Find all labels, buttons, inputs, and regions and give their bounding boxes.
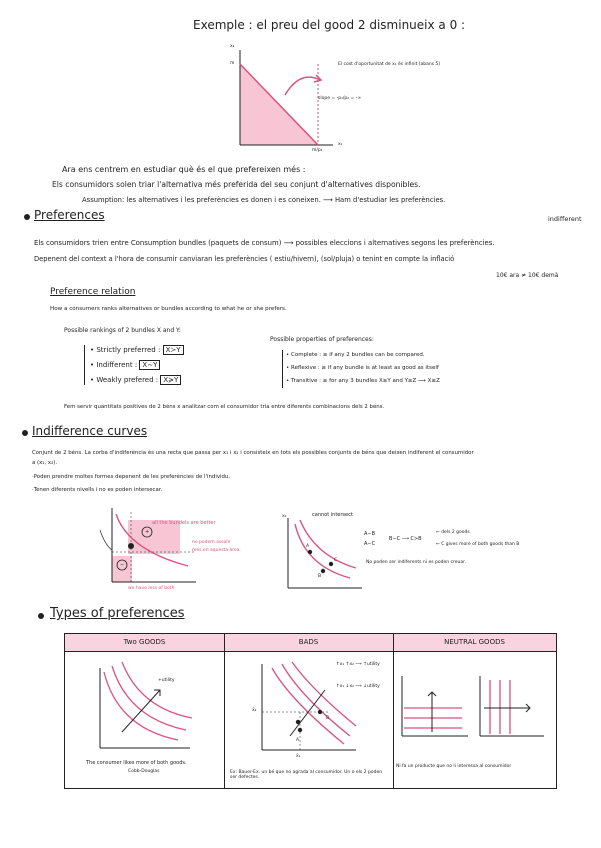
fig2-title: cannot intersect: [312, 512, 353, 518]
fig2-ylabel: x₂: [282, 514, 287, 519]
property-item: • Reflexive : ≥ if any bundle is at least as good as itself: [286, 365, 439, 371]
rankings-title: Possible rankings of 2 bundles X and Y:: [64, 327, 181, 334]
indifference-p2: ·Poden prendre moltes formes depenent de les preferències de l'individu.: [32, 474, 231, 480]
intro-assumption: Assumption: les alternatives i les preferències es donen i es coneixen. ⟶ Ham d'estudiar les preferències.: [82, 196, 446, 204]
bads-x-mark: x̄₁: [296, 754, 301, 759]
intro-side-label: indifferent: [548, 215, 582, 223]
point-b-label: B: [318, 574, 322, 579]
fig1-better: all the bundels are better: [152, 520, 216, 526]
example-x-intercept: m/p₁: [312, 148, 323, 153]
indifference-p1b: a (x₁, x₂).: [32, 460, 58, 466]
two-goods-caption: The consumer likes more of both goods.: [86, 760, 187, 766]
ranking-row: • Indifferent : X∼Y: [90, 361, 160, 369]
types-heading: Types of preferences: [50, 606, 185, 621]
fig2-logic2: A∼C: [364, 541, 376, 547]
point-c-label: C: [334, 558, 338, 563]
bads-label2: ↑x₁ ↓x₂ ⟶ ↓utility: [336, 684, 380, 689]
plus-icon: +: [145, 529, 150, 535]
intro-line1: Ara ens centrem en estudiar què és el que prefereixen més :: [62, 165, 306, 174]
fig1-note1: no podem assolir: [192, 540, 231, 545]
relation-desc: How a consumers ranks alternatives or bundles according to what he or she prefers.: [50, 306, 287, 312]
preferences-p2b: 10€ ara ≠ 10€ demà: [496, 272, 559, 279]
point-a-label: A: [296, 738, 300, 743]
properties-title: Possible properties of preferences:: [270, 336, 374, 343]
example-xlabel: x₁: [338, 142, 343, 147]
bads-caption: Ex: Bauer-Ex. un bé que no agrada al consumidor. Un o els 2 poden ser defectes.: [230, 770, 383, 781]
bads-y-mark: x̄₂: [252, 708, 257, 713]
property-item: • Transitive : ≥ for any 3 bundles X≥Y and Y≥Z ⟶ X≥Z: [286, 378, 440, 384]
neutral-caption: Ni fa un producte que no li interessa al consumidor: [396, 764, 512, 769]
fig2-note3: No poden ser indiferents ni es poden creuar.: [366, 560, 466, 565]
indifference-heading: Indifference curves: [32, 424, 148, 438]
preferences-heading: Preferences: [34, 208, 105, 222]
example-title: Exemple : el preu del good 2 disminueix a 0 :: [193, 18, 466, 32]
property-item: • Complete : ≥ if any 2 bundles can be compared.: [286, 352, 425, 358]
fig2-note2: ← C gives more of both goods than B: [436, 542, 520, 547]
indifference-p1: Conjunt de 2 béns. La corba d'indiferència és una recta que passa per x₁ i x₂ i consisteix en tots els possibles conjunts de béns que deixen indiferent el consumidor: [32, 450, 474, 456]
example-annotation: El cost d'oportunitat de x₁ és infinit (abans 5): [338, 62, 441, 67]
two-goods-caption2: Cobb-Douglas: [128, 769, 160, 774]
relation-heading: Preference relation: [50, 287, 136, 297]
fig1-worse: we have less of both: [128, 586, 175, 591]
example-y-intercept: m: [230, 61, 235, 66]
ranking-row: • Weakly prefered : X≽Y: [90, 376, 181, 384]
example-slope: slope = -p₁/p₂ = -∞: [318, 96, 362, 101]
point-b-label: B: [326, 716, 330, 721]
example-ylabel: x₂: [230, 44, 235, 49]
point-a-label: A: [306, 544, 310, 549]
preferences-summary: Fem servir quantitats positives de 2 béns x analitzar com el consumidor tria entre diferents combinacions dels 2 béns.: [64, 404, 385, 410]
fig2-note1: ← dels 2 goods: [436, 530, 470, 535]
preferences-p2: Depenent del context a l'hora de consumir canviaran les preferències ( estiu/hivern), (sol/pluja) o tenint en compte la inflació: [34, 255, 455, 263]
col-title-two-goods: Two GOODS: [123, 638, 166, 646]
intro-line2: Els consumidors solen triar l'alternativa més preferida del seu conjunt d'alternatives disponibles.: [52, 180, 421, 189]
col-title-bads: BADS: [298, 638, 319, 646]
fig2-logic1: A∼B: [364, 531, 376, 537]
preferences-p1: Els consumidors trien entre Consumption bundles (paquets de consum) ⟶ possibles eleccions i alternatives segons les preferències.: [34, 239, 495, 247]
indifference-p3: ·Tenen diferents nivells i no es poden intersecar.: [32, 487, 163, 493]
minus-icon: −: [120, 562, 125, 568]
col-title-neutral: NEUTRAL GOODS: [444, 638, 505, 646]
fig2-logic3: B∼C ⟶ C≻B: [389, 536, 422, 542]
two-goods-label: +utility: [158, 678, 175, 683]
bads-label1: ↑x₁ ↑x₂ ⟶ ↑utility: [336, 662, 380, 667]
fig1-note2: més en aquesta àrea.: [192, 548, 241, 553]
ranking-row: • Strictly preferred : X≻Y: [90, 346, 184, 354]
